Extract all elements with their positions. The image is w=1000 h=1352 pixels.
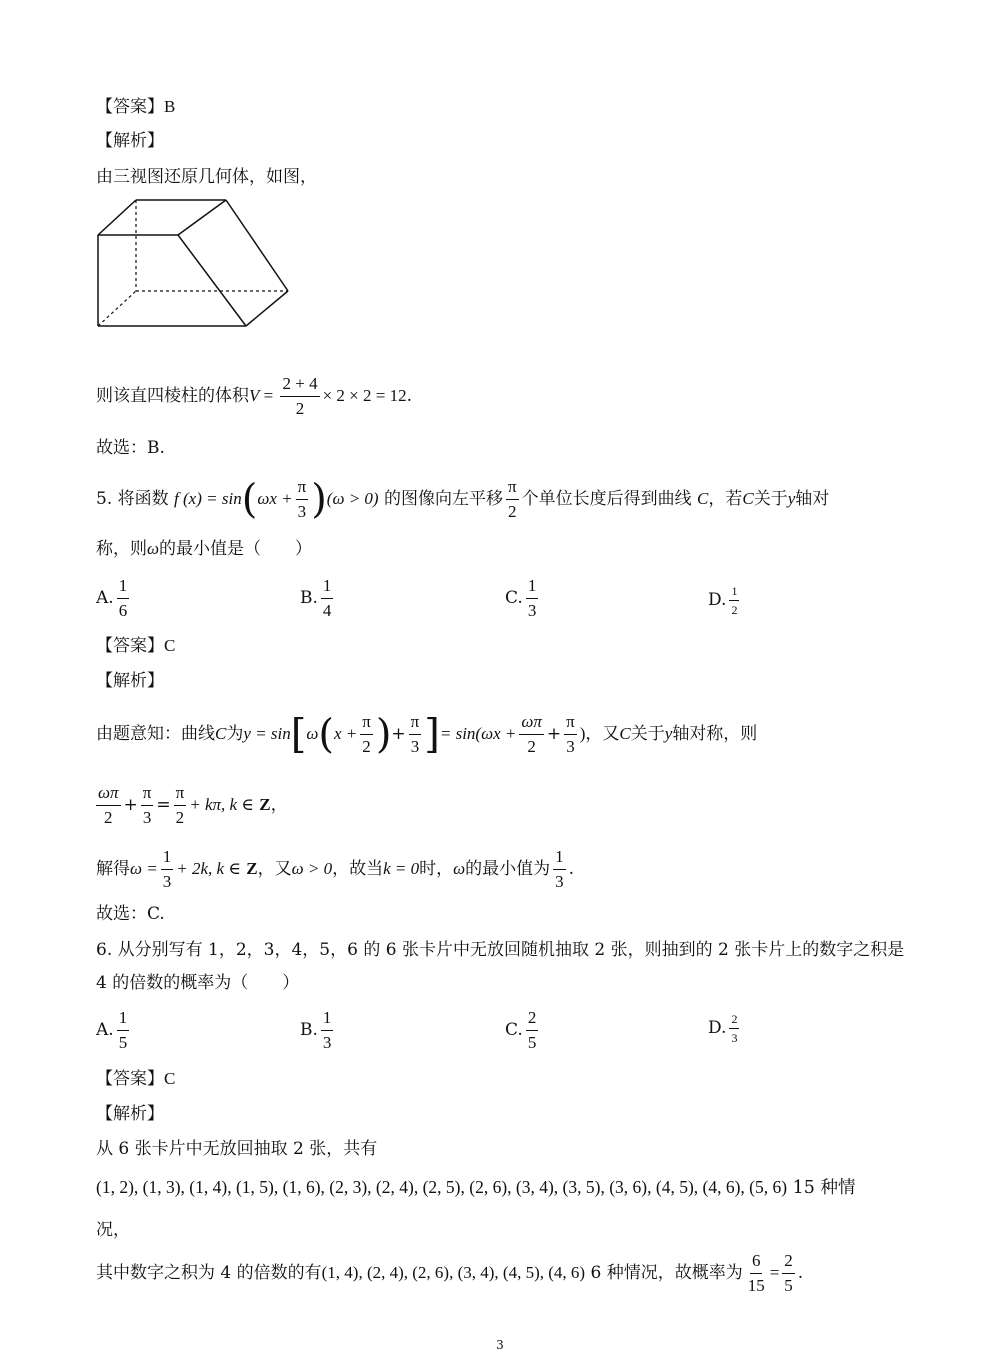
omega-pi-over-2 (519, 712, 544, 757)
equals: = (769, 1263, 780, 1282)
q6-option-d (708, 1012, 742, 1045)
q5-text: ，若 (708, 489, 743, 509)
analysis-label: 【解析】 (96, 671, 164, 691)
denominator: 3 (410, 737, 420, 756)
pi-over-3 (564, 712, 577, 757)
omega-pi-over-2 (96, 783, 121, 828)
denominator: 4 (322, 601, 332, 620)
edge (226, 200, 288, 291)
y-axis: y (787, 489, 796, 508)
solution-text: 况， (96, 1220, 130, 1240)
q5-solution-line1: 由题意知：曲线C为y = sin[ω(x + $\frac{\pi}{2}$ )+ $\frac{\pi}{3}$ ]= sin(ωx + $\frac{\omega\pi}{2}$ + $\frac{\pi}{3}$ )，又C关于y轴对称，则 (96, 711, 758, 758)
option-label: C. (505, 1020, 523, 1040)
denominator: 5 (527, 1033, 537, 1052)
q5-text: 轴对 (795, 489, 830, 509)
option-fraction (729, 1012, 739, 1045)
paren: ( (241, 476, 258, 523)
numerator: 2 (782, 1251, 795, 1274)
q4-volume-line (96, 374, 412, 419)
analysis-label: 【解析】 (96, 131, 164, 151)
q6-analysis-label (96, 1103, 164, 1125)
all-pairs: (1, 2), (1, 3), (1, 4), (1, 5), (1, 6), (2, 3), (2, 4), (2, 5), (2, 6), (3, 4), (3, 5), (3, 6), (4, 5), (4, 6), (5, 6) (96, 1177, 788, 1197)
volume-rest: × 2 × 2 = 12 (322, 386, 407, 405)
denominator: 5 (784, 1276, 793, 1295)
expr: ω > 0 (291, 859, 333, 878)
q6-option-a (96, 1008, 132, 1053)
denominator: 2 (362, 737, 371, 756)
edge (98, 200, 136, 235)
option-fraction (729, 584, 739, 617)
q5-text: 将函数 (117, 489, 169, 509)
q6-stem-line2 (96, 972, 299, 994)
q4-intro-text: 由三视图还原几何体，如图， (96, 167, 317, 187)
q5-option-c (505, 576, 541, 621)
denominator: 15 (747, 1276, 765, 1295)
curve-c: C (215, 724, 227, 743)
solution-text: 解得 (96, 859, 130, 879)
integers: Z (246, 859, 258, 878)
numerator: 1 (117, 1008, 130, 1031)
denominator: 2 (175, 808, 185, 827)
expr: + kπ, k ∈ (189, 795, 254, 814)
option-fraction (526, 1008, 539, 1053)
denominator: 3 (142, 808, 152, 827)
curve-c: C (619, 724, 631, 743)
numerator: π (174, 783, 187, 806)
volume-fraction (280, 374, 319, 419)
answer-label: 【答案】 (96, 1069, 164, 1089)
pi-over-3 (141, 783, 154, 828)
q5-choice (96, 903, 165, 925)
denominator: 3 (322, 1033, 332, 1052)
q4-choice (96, 437, 165, 459)
numerator: 1 (117, 576, 130, 599)
pi-over-2 (360, 712, 373, 757)
y-axis: y (664, 724, 673, 743)
prob-fraction (746, 1251, 767, 1296)
q5-stem-line1 (96, 474, 829, 524)
solution-text: 时， (419, 859, 454, 879)
numerator: 1 (321, 1008, 334, 1031)
numerator: 2 + 4 (280, 374, 319, 397)
q5-analysis-label (96, 670, 164, 692)
expr: ) (579, 724, 586, 743)
denominator: 5 (118, 1033, 128, 1052)
expr: = sin(ωx + (439, 724, 517, 743)
option-label: B. (300, 1020, 318, 1040)
q4-analysis-label (96, 130, 164, 152)
solution-text: 的最小值为 (465, 859, 551, 879)
edge (246, 291, 288, 326)
expr: + 2k, k ∈ (176, 859, 241, 878)
function-def: f (x) = sin (174, 489, 242, 508)
prob-fraction-reduced (782, 1251, 795, 1296)
denominator: 3 (731, 1031, 738, 1045)
q5-text: 个单位长度后得到曲线 (521, 489, 692, 509)
option-label: B. (300, 588, 318, 608)
question-number: 5. (96, 489, 113, 509)
q6-solution-final (96, 1248, 803, 1298)
q6-pairs-line (96, 1176, 856, 1199)
numerator: 1 (321, 576, 334, 599)
volume-text: 则该直四棱柱的体积 (96, 386, 249, 406)
q5-option-b (300, 576, 336, 621)
equals: = (259, 386, 278, 405)
numerator: π (564, 712, 577, 735)
period: . (568, 859, 575, 879)
q5-text: 关于 (753, 489, 788, 509)
q4-answer-line (96, 96, 175, 118)
option-fraction (117, 1008, 130, 1053)
q6-text: 4 的倍数的概率为（ ） (96, 973, 300, 993)
solution-text: ，又 (585, 724, 620, 744)
denominator: 3 (527, 601, 537, 620)
solution-text: 为 (226, 724, 244, 744)
expr: ω = (130, 859, 158, 878)
q5-answer-value: C (164, 636, 176, 655)
numerator: 1 (553, 847, 566, 870)
option-fraction (321, 576, 334, 621)
denominator: 2 (527, 737, 536, 756)
expr: x + (333, 724, 358, 743)
volume-symbol: V (249, 386, 260, 405)
denominator: 2 (104, 808, 113, 827)
expr: y = sin (243, 724, 291, 743)
denominator: 6 (118, 601, 128, 620)
numerator: π (296, 477, 309, 500)
solution-text: 6 种情况，故概率为 (590, 1263, 743, 1283)
pi-over-3 (296, 477, 309, 522)
option-label: C. (505, 588, 523, 608)
solution-text: 由题意知：曲线 (96, 724, 215, 744)
solution-text: 轴对称，则 (672, 724, 758, 744)
punct: ， (270, 795, 288, 815)
paren: ) (375, 711, 392, 758)
numerator: π (409, 712, 422, 735)
curve-c: C (697, 489, 709, 508)
q6-option-c (505, 1008, 541, 1053)
q6-stem-line1 (96, 939, 904, 961)
prism-figure (96, 195, 296, 330)
pi-over-2 (506, 477, 519, 522)
q6-answer-value: C (164, 1069, 176, 1088)
solution-text: ，又 (257, 859, 292, 879)
q6-option-b (300, 1008, 336, 1053)
option-label: A. (96, 588, 114, 608)
numerator: 1 (526, 576, 539, 599)
period: . (406, 386, 412, 406)
numerator: π (506, 477, 519, 500)
denominator: 3 (566, 737, 575, 756)
numerator: π (360, 712, 373, 735)
omega: ω (306, 724, 319, 743)
choice-text: 故选：C. (96, 904, 165, 924)
analysis-label: 【解析】 (96, 1104, 164, 1124)
q4-intro (96, 166, 317, 188)
q5-answer-line (96, 635, 175, 657)
option-label: A. (96, 1020, 114, 1040)
denominator: 2 (508, 502, 517, 521)
denominator: 3 (555, 872, 564, 891)
q4-answer-value: B (164, 97, 176, 116)
bracket: [ (290, 711, 307, 758)
answer-label: 【答案】 (96, 636, 164, 656)
hidden-edge (98, 291, 136, 326)
edge (178, 235, 246, 326)
q5-solution-line3 (96, 844, 574, 894)
solution-text: 其中数字之积为 4 的倍数的有 (96, 1263, 322, 1283)
answer-label: 【答案】 (96, 97, 164, 117)
option-label: D. (708, 590, 727, 610)
q5-stem-line2 (96, 538, 312, 560)
numerator: 6 (750, 1251, 763, 1274)
question-number: 6. (96, 940, 113, 960)
q6-wrap-line (96, 1219, 130, 1241)
q5-option-d (708, 584, 742, 617)
numerator: π (141, 783, 154, 806)
solution-text: 关于 (630, 724, 665, 744)
pi-over-2 (174, 783, 187, 828)
denominator: 2 (731, 603, 738, 617)
option-fraction (526, 576, 539, 621)
paren: ) (311, 476, 327, 523)
q5-solution-line2: $\frac{\omega\pi}{2}$ + $\frac{\pi}{3}$ = $\frac{\pi}{2}$ + kπ, k ∈ Z， (98, 783, 288, 827)
period: . (797, 1263, 804, 1283)
numerator: ωπ (96, 783, 121, 806)
q5-option-a (96, 576, 132, 621)
pi-over-3 (409, 712, 422, 757)
option-fraction (321, 1008, 334, 1053)
q5-text: 称，则 (96, 539, 147, 559)
edge (178, 200, 226, 235)
omega: ω (453, 859, 466, 878)
good-pairs: (1, 4), (2, 4), (2, 6), (3, 4), (4, 5), (4, 6) (321, 1263, 586, 1282)
integers: Z (259, 795, 271, 814)
q5-text: 的图像向左平移 (384, 489, 503, 509)
q6-solution-line1 (96, 1138, 377, 1160)
condition: (ω > 0) (326, 489, 379, 508)
one-third (553, 847, 566, 892)
inner-expr: ωx + (257, 489, 293, 508)
page-number: 3 (496, 1338, 504, 1352)
denominator: 3 (162, 872, 172, 891)
numerator: ωπ (519, 712, 544, 735)
q6-text: 从分别写有 1，2，3，4，5，6 的 6 张卡片中无放回随机抽取 2 张，则抽到的 2 张卡片上的数字之积是 (117, 940, 905, 960)
bracket: ] (424, 711, 440, 758)
solution-text: 15 种情 (792, 1178, 856, 1198)
one-third (161, 847, 174, 892)
solution-text: ，故当 (332, 859, 384, 879)
solution-text: 从 6 张卡片中无放回抽取 2 张，共有 (96, 1139, 378, 1159)
paren: ( (318, 711, 334, 758)
q5-text: 的最小值是（ ） (159, 539, 313, 559)
numerator: 1 (729, 584, 739, 601)
denominator: 2 (295, 399, 305, 418)
expr: k = 0 (383, 859, 420, 878)
option-label: D. (708, 1018, 727, 1038)
curve-c: C (742, 489, 754, 508)
denominator: 3 (297, 502, 307, 521)
numerator: 2 (526, 1008, 539, 1031)
omega: ω (147, 539, 160, 558)
numerator: 2 (729, 1012, 739, 1029)
q6-answer-line (96, 1068, 175, 1090)
option-fraction (117, 576, 130, 621)
numerator: 1 (161, 847, 174, 870)
choice-text: 故选：B. (96, 438, 165, 458)
